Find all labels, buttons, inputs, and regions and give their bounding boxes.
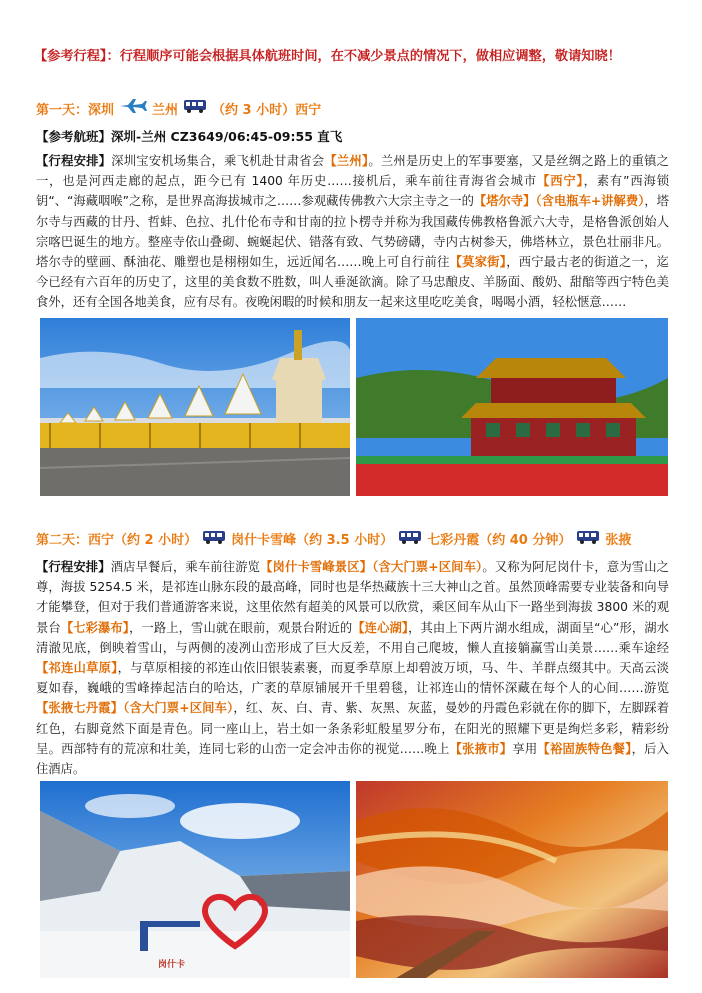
bus-icon: [576, 530, 600, 548]
photo-gangshika-snow-peak: [40, 781, 350, 978]
day2-title: [36, 529, 631, 548]
highlight-place: 【塔尔寺】（含电瓶车+讲解费）: [473, 194, 645, 209]
photo-taer-stupas: [40, 318, 350, 496]
highlight-place: 【岗什卡雪峰景区】（含大门票+区间车）: [260, 560, 483, 574]
body-text: 深圳宝安机场集合，乘飞机赴甘肃省会: [111, 154, 325, 168]
day1-title: [36, 98, 321, 118]
day2-schedule-text: [36, 557, 669, 779]
day2-title-seg3: 张掖: [605, 533, 632, 548]
day1-schedule-label: 【行程安排】: [36, 154, 112, 168]
highlight-place: 【兰州】: [324, 154, 369, 168]
highlight-place: 【张掖七丹霞】（含大门票+区间车）: [36, 701, 234, 716]
itinerary-notice: 【参考行程】：行程顺序可能会根据具体航班时间，在不减少景点的情况下，做相应调整，敬请知晓！: [34, 49, 621, 64]
day1-flight-info: 【参考航班】深圳-兰州 CZ3649/06:45-09:55 直飞: [36, 129, 343, 144]
body-text: ，与草原相接的祁连山依旧银装素裹，而夏季草原上却碧波万顷，马、牛、羊群点缀其中。天高云淡夏如春，巍峨的雪峰捧起洁白的哈达，广袤的草原铺展开千里碧毯，让祁连山的情怀深藏在每个人的心间……游览: [36, 661, 669, 696]
highlight-place: 【裕固族特色餐】: [537, 741, 632, 756]
body-text: ，素有”西海锁钥“、“海藏咽喉”之称，是世界高海拔城市之……参观藏传佛教六大宗主寺之一的: [36, 174, 669, 209]
body-text: 。兰州是历史上的军事要塞，又是丝绸之路上的重镇之一，也是河西走廊的起点，距今已有 1400 年历史……接机后，乘车前往青海省会城市: [36, 154, 669, 189]
day2-schedule-body: [36, 560, 669, 776]
plane-icon: [119, 98, 147, 118]
body-text: ，其由上下两片湖水组成，湖面呈“心”形，湖水清澈见底，倒映着雪山，与两侧的凌冽山峦形成了巨大反差，不用自己爬坡，懒人直接躺赢雪山美景……乘车途经: [36, 620, 669, 655]
sign-text: 岗什卡: [158, 960, 186, 970]
highlight-place: 【祁连山草原】: [36, 661, 118, 676]
body-text: 享用: [512, 741, 538, 756]
day1-title-prefix: 第一天：深圳: [36, 102, 115, 118]
highlight-place: 【莫家街】: [449, 255, 507, 270]
body-text: ，红、灰、白、青、紫、灰黑、灰蓝，曼妙的丹霞色彩就在你的脚下，左脚踩着红色，右脚竟然下面是青色。同一座山上，岩土如一条条彩虹般星罗分布，在阳光的照耀下更是绚烂多彩，精彩纷呈。西部特有的荒凉和壮美，连同七彩的山峦一定会冲击你的视觉……晚上: [36, 701, 669, 756]
highlight-place: 【七彩瀑布】: [60, 620, 130, 635]
bus-icon: [183, 99, 207, 117]
body-text: ，一路上，雪山就在眼前，观景台附近的: [129, 620, 353, 635]
day1-title-seg1: 兰州: [152, 102, 179, 118]
body-text: ，后入住酒店。: [36, 741, 669, 777]
day2-title-seg1: 岗什卡雪峰（约 3.5 小时）: [231, 533, 394, 548]
highlight-place: 【连心湖】: [352, 620, 409, 635]
bus-icon: [398, 530, 422, 548]
day2-title-seg2: 七彩丹霞（约 40 分钟）: [427, 533, 572, 548]
highlight-place: 【西宁】: [537, 174, 584, 189]
body-text: 。又称为阿尼岗什卡，意为雪山之尊，海拔 5254.5 米，是祁连山脉东段的最高峰，同时也是华热藏族十三大神山之首。虽然顶峰需要专业装备和向导才能攀登，但对于我们普通游客来说，这里依然有超美的风景可以欣赏，乘区间车从山下一路坐到海拔 3800 米的观景台: [36, 560, 669, 635]
day1-schedule-text: [36, 151, 669, 313]
photo-zhangye-danxia: [356, 781, 668, 978]
highlight-place: 【张掖市】: [449, 741, 513, 756]
day1-schedule-body: [36, 154, 669, 309]
day1-title-seg2: （约 3 小时）西宁: [212, 102, 322, 118]
day2-schedule-label: 【行程安排】: [36, 560, 111, 574]
body-text: ，塔尔寺与西藏的甘丹、哲蚌、色拉、扎什伦布寺和甘南的拉卜楞寺并称为我国藏传佛教格鲁派六大寺，是格鲁派创始人宗喀巴诞生的地方。整座寺依山叠砌、蜿蜒起伏、错落有致、气势磅礴，寺内古树参天，佛塔林立，景色壮丽非凡。塔尔寺的壁画、酥油花、雕塑也是栩栩如生，远近闻名……晚上可自行前往: [36, 194, 669, 270]
bus-icon: [202, 530, 226, 548]
body-text: ，西宁最古老的街道之一，迄今已经有六百年的历史了，这里的美食数不胜数，叫人垂涎欲滴。除了马忠酿皮、羊肠面、酸奶、甜醅等西宁特色美食外，还有全国各地美食，应有尽有。夜晚闲暇的时候和朋友一起来这里吃吃美食，喝喝小酒，轻松惬意……: [36, 255, 669, 310]
body-text: 酒店早餐后，乘车前往游览: [110, 560, 261, 574]
photo-taer-temple: [356, 318, 668, 496]
day2-title-prefix: 第二天：西宁（约 2 小时）: [36, 533, 198, 548]
